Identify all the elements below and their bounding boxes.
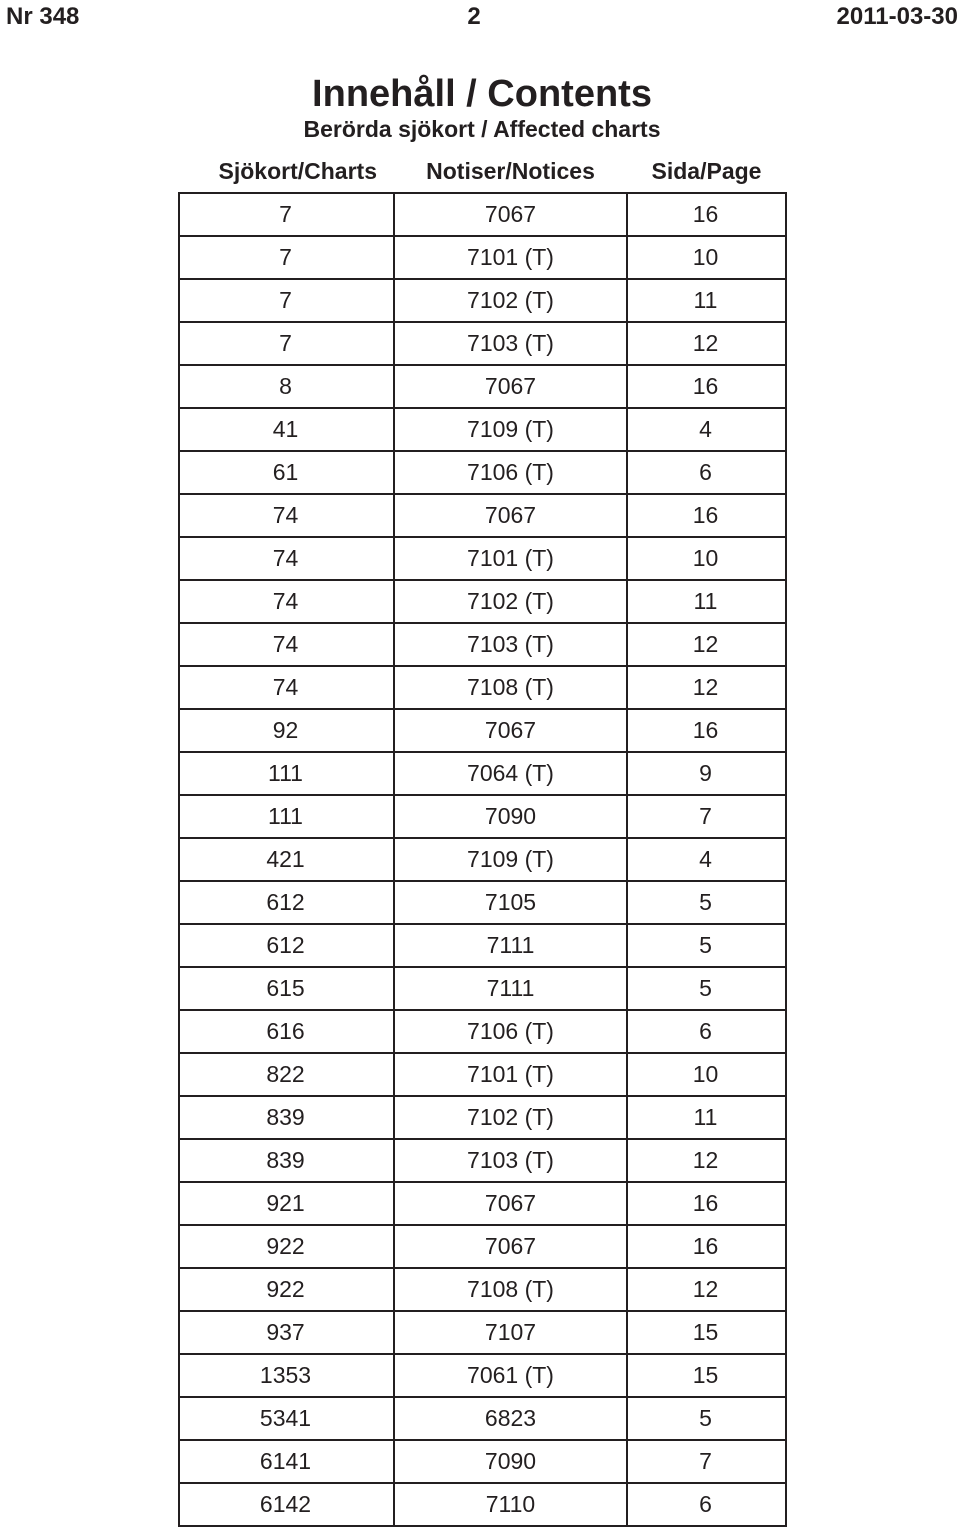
chart-cell: 612 <box>179 881 394 924</box>
notice-cell: 7067 <box>394 1182 627 1225</box>
table-row <box>179 322 786 365</box>
page-cell: 4 <box>627 838 786 881</box>
page-cell: 4 <box>627 408 786 451</box>
page-cell: 5 <box>627 967 786 1010</box>
page-cell: 7 <box>627 1440 786 1483</box>
chart-cell: 8 <box>179 365 394 408</box>
notice-cell: 7108 (T) <box>394 1268 627 1311</box>
chart-cell: 616 <box>179 1010 394 1053</box>
notice-cell: 7111 <box>394 967 627 1010</box>
chart-cell: 7 <box>179 279 394 322</box>
issue-date: 2011-03-30 <box>836 3 958 30</box>
page-cell: 12 <box>627 322 786 365</box>
chart-cell: 74 <box>179 494 394 537</box>
chart-cell: 92 <box>179 709 394 752</box>
table-row <box>179 537 786 580</box>
chart-cell: 839 <box>179 1096 394 1139</box>
table-row <box>179 365 786 408</box>
chart-cell: 7 <box>179 193 394 236</box>
table-row <box>179 1397 786 1440</box>
page-cell: 12 <box>627 1139 786 1182</box>
table-row <box>179 1010 786 1053</box>
chart-cell: 7 <box>179 236 394 279</box>
table-row <box>179 795 786 838</box>
page-number: 2 <box>467 3 481 30</box>
notice-cell: 7101 (T) <box>394 236 627 279</box>
table-row <box>179 451 786 494</box>
page-cell: 15 <box>627 1311 786 1354</box>
table-row <box>179 838 786 881</box>
table-row <box>179 193 786 236</box>
notice-cell: 7067 <box>394 709 627 752</box>
notice-cell: 7103 (T) <box>394 623 627 666</box>
table-row <box>179 494 786 537</box>
notice-cell: 7102 (T) <box>394 1096 627 1139</box>
notice-cell: 7101 (T) <box>394 537 627 580</box>
column-header-notices: Notiser/Notices <box>394 150 627 193</box>
page-cell: 16 <box>627 709 786 752</box>
chart-cell: 41 <box>179 408 394 451</box>
notice-cell: 7109 (T) <box>394 408 627 451</box>
affected-charts-table <box>178 150 787 1527</box>
notice-cell: 6823 <box>394 1397 627 1440</box>
page-cell: 5 <box>627 924 786 967</box>
table-row <box>179 236 786 279</box>
table-row <box>179 967 786 1010</box>
notice-cell: 7067 <box>394 494 627 537</box>
table-row <box>179 752 786 795</box>
chart-cell: 922 <box>179 1225 394 1268</box>
table-row <box>179 1096 786 1139</box>
notice-cell: 7090 <box>394 1440 627 1483</box>
table-row <box>179 1182 786 1225</box>
page-cell: 11 <box>627 1096 786 1139</box>
page-cell: 11 <box>627 279 786 322</box>
chart-cell: 74 <box>179 580 394 623</box>
chart-cell: 421 <box>179 838 394 881</box>
page-cell: 7 <box>627 795 786 838</box>
table-row <box>179 580 786 623</box>
page-subtitle: Berörda sjökort / Affected charts <box>303 116 661 142</box>
chart-cell: 612 <box>179 924 394 967</box>
page-cell: 10 <box>627 236 786 279</box>
chart-cell: 74 <box>179 623 394 666</box>
page-cell: 10 <box>627 537 786 580</box>
page-title: Innehåll / Contents <box>312 73 652 115</box>
table-row <box>179 1139 786 1182</box>
table-row <box>179 1440 786 1483</box>
table-row <box>179 666 786 709</box>
table-header-row <box>179 150 786 193</box>
notice-cell: 7064 (T) <box>394 752 627 795</box>
page-cell: 5 <box>627 881 786 924</box>
page-cell: 16 <box>627 494 786 537</box>
table-row <box>179 709 786 752</box>
chart-cell: 61 <box>179 451 394 494</box>
notice-cell: 7106 (T) <box>394 1010 627 1053</box>
chart-cell: 937 <box>179 1311 394 1354</box>
notice-cell: 7105 <box>394 881 627 924</box>
table-row <box>179 1311 786 1354</box>
notice-cell: 7103 (T) <box>394 1139 627 1182</box>
page-cell: 10 <box>627 1053 786 1096</box>
chart-cell: 111 <box>179 795 394 838</box>
page-cell: 15 <box>627 1354 786 1397</box>
page-cell: 16 <box>627 365 786 408</box>
chart-cell: 922 <box>179 1268 394 1311</box>
notice-cell: 7103 (T) <box>394 322 627 365</box>
table-row <box>179 881 786 924</box>
notice-cell: 7106 (T) <box>394 451 627 494</box>
page-cell: 6 <box>627 451 786 494</box>
notice-cell: 7107 <box>394 1311 627 1354</box>
issue-number: Nr 348 <box>6 3 80 30</box>
notice-cell: 7102 (T) <box>394 279 627 322</box>
column-header-page: Sida/Page <box>627 150 786 193</box>
notice-cell: 7090 <box>394 795 627 838</box>
chart-cell: 6142 <box>179 1483 394 1526</box>
table-row <box>179 1053 786 1096</box>
page-cell: 16 <box>627 193 786 236</box>
page-cell: 12 <box>627 666 786 709</box>
chart-cell: 1353 <box>179 1354 394 1397</box>
table-row <box>179 1268 786 1311</box>
page-cell: 11 <box>627 580 786 623</box>
notice-cell: 7101 (T) <box>394 1053 627 1096</box>
chart-cell: 7 <box>179 322 394 365</box>
table-row <box>179 924 786 967</box>
notice-cell: 7067 <box>394 193 627 236</box>
notice-cell: 7067 <box>394 365 627 408</box>
chart-cell: 839 <box>179 1139 394 1182</box>
page-cell: 6 <box>627 1010 786 1053</box>
chart-cell: 615 <box>179 967 394 1010</box>
chart-cell: 74 <box>179 666 394 709</box>
notice-cell: 7067 <box>394 1225 627 1268</box>
chart-cell: 74 <box>179 537 394 580</box>
page-cell: 6 <box>627 1483 786 1526</box>
table-row <box>179 279 786 322</box>
page-cell: 12 <box>627 623 786 666</box>
notice-cell: 7111 <box>394 924 627 967</box>
table-row <box>179 623 786 666</box>
page-cell: 5 <box>627 1397 786 1440</box>
notice-cell: 7061 (T) <box>394 1354 627 1397</box>
table-row <box>179 1225 786 1268</box>
page-cell: 12 <box>627 1268 786 1311</box>
notice-cell: 7109 (T) <box>394 838 627 881</box>
chart-cell: 111 <box>179 752 394 795</box>
chart-cell: 921 <box>179 1182 394 1225</box>
notice-cell: 7110 <box>394 1483 627 1526</box>
chart-cell: 822 <box>179 1053 394 1096</box>
table-row <box>179 1483 786 1526</box>
page-cell: 16 <box>627 1225 786 1268</box>
chart-cell: 5341 <box>179 1397 394 1440</box>
table-row <box>179 1354 786 1397</box>
table-row <box>179 408 786 451</box>
column-header-charts: Sjökort/Charts <box>179 150 394 193</box>
notice-cell: 7108 (T) <box>394 666 627 709</box>
page-cell: 9 <box>627 752 786 795</box>
chart-cell: 6141 <box>179 1440 394 1483</box>
page-cell: 16 <box>627 1182 786 1225</box>
notice-cell: 7102 (T) <box>394 580 627 623</box>
